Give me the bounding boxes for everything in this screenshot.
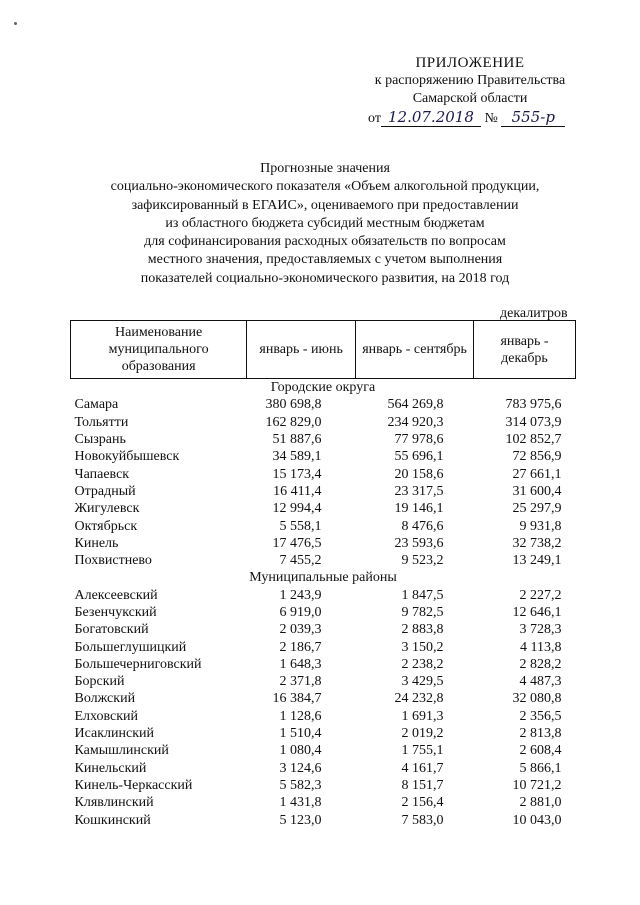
value-jan-jun: 2 186,7	[279, 639, 322, 655]
value-jan-dec: 32 080,8	[512, 691, 562, 707]
municipality-name: Исаклинский	[74, 726, 154, 742]
value-jan-dec: 102 852,7	[505, 432, 562, 448]
header-municipality: Наименование муниципального образования	[71, 321, 247, 379]
value-jan-jun: 162 829,0	[265, 414, 322, 430]
municipality-name: Тольятти	[74, 414, 129, 430]
value-jan-jun: 5 558,1	[279, 518, 322, 534]
value-jan-jun: 6 919,0	[279, 605, 322, 620]
municipality-name: Кинельский	[74, 760, 147, 776]
value-jan-dec: 2 881,0	[519, 795, 562, 811]
municipality-name: Богатовский	[74, 622, 149, 638]
value-jan-jun: 12 994,4	[272, 501, 322, 517]
municipality-name: Кинель	[74, 535, 119, 551]
table-row	[71, 517, 576, 534]
value-jan-dec: 314 073,9	[505, 414, 562, 430]
appendix-line-2: к распоряжению Правительства	[374, 73, 566, 88]
value-jan-jun: 1 128,6	[279, 708, 322, 724]
value-jan-sep: 2 019,2	[401, 726, 444, 742]
value-jan-sep: 77 978,6	[394, 432, 444, 448]
value-jan-dec: 9 931,8	[519, 518, 562, 534]
header-jan-sep: январь - сентябрь	[356, 321, 474, 379]
value-jan-sep: 2 238,2	[401, 656, 444, 672]
value-jan-dec: 12 646,1	[512, 605, 562, 620]
table-row	[71, 708, 576, 725]
document-title	[60, 160, 590, 288]
table-row	[71, 794, 576, 811]
table-row	[71, 587, 576, 604]
value-jan-sep: 24 232,8	[394, 691, 444, 707]
value-jan-dec: 10 043,0	[512, 812, 562, 828]
value-jan-dec: 25 297,9	[512, 501, 562, 517]
table-row	[71, 777, 576, 794]
table-row	[71, 742, 576, 759]
municipality-name: Алексеевский	[74, 587, 158, 603]
value-jan-sep: 1 755,1	[401, 743, 444, 759]
table-row	[71, 690, 576, 707]
header-jan-jun: январь - июнь	[247, 321, 356, 379]
from-label: от	[368, 111, 381, 126]
value-jan-sep: 2 156,4	[401, 795, 444, 811]
value-jan-sep: 234 920,3	[387, 414, 444, 430]
header-jan-dec: январь - декабрь	[474, 321, 576, 379]
value-jan-sep: 1 847,5	[401, 587, 444, 603]
municipality-name: Отрадный	[74, 483, 136, 499]
value-jan-dec: 31 600,4	[512, 483, 562, 499]
handwritten-number: 555-р	[501, 108, 565, 127]
value-jan-sep: 23 317,5	[394, 483, 444, 499]
title-line: из областного бюджета субсидий местным бюджетам	[165, 215, 485, 231]
title-line: зафиксированный в ЕГАИС», оцениваемого при предоставлении	[131, 197, 519, 213]
municipality-name: Октябрьск	[74, 518, 138, 534]
value-jan-sep: 9 782,5	[401, 605, 444, 620]
value-jan-jun: 17 476,5	[272, 535, 322, 551]
table-row	[71, 811, 576, 828]
municipality-name: Борский	[74, 674, 125, 690]
table-row	[71, 431, 576, 448]
value-jan-sep: 9 523,2	[401, 553, 444, 569]
value-jan-sep: 7 583,0	[401, 812, 444, 828]
table-row	[71, 725, 576, 742]
value-jan-jun: 3 124,6	[279, 760, 322, 776]
appendix-title: ПРИЛОЖЕНИЕ	[415, 55, 525, 71]
handwritten-date: 12.07.2018	[381, 108, 481, 127]
title-line: социально-экономического показателя «Объем алкогольной продукции,	[110, 179, 540, 195]
value-jan-jun: 1 080,4	[279, 743, 322, 759]
value-jan-dec: 2 828,2	[519, 656, 562, 672]
municipality-name: Большеглушицкий	[74, 639, 187, 655]
value-jan-dec: 2 608,4	[519, 743, 562, 759]
value-jan-dec: 783 975,6	[505, 397, 562, 413]
value-jan-jun: 5 123,0	[279, 812, 322, 828]
value-jan-sep: 4 161,7	[401, 760, 444, 776]
title-line: для софинансирования расходных обязательств по вопросам	[144, 234, 506, 250]
table-row	[71, 673, 576, 690]
municipality-name: Клявлинский	[74, 795, 154, 811]
value-jan-dec: 10 721,2	[512, 777, 562, 793]
municipality-name: Сызрань	[74, 432, 126, 448]
table-row	[71, 483, 576, 500]
table-row	[71, 638, 576, 655]
unit-label: декалитров	[500, 306, 568, 321]
title-line: местного значения, предоставляемых с учетом выполнения	[147, 252, 503, 268]
municipality-name: Кинель-Черкасский	[74, 777, 193, 793]
value-jan-dec: 2 356,5	[519, 708, 562, 724]
value-jan-jun: 51 887,6	[272, 432, 322, 448]
value-jan-jun: 5 582,3	[279, 777, 322, 793]
title-line: Прогнозные значения	[260, 161, 390, 176]
value-jan-dec: 27 661,1	[512, 466, 562, 482]
table-row	[71, 760, 576, 777]
title-line: показателей социально-экономического развития, на 2018 год	[140, 270, 510, 286]
value-jan-jun: 2 371,8	[279, 674, 322, 690]
municipality-name: Жигулевск	[74, 501, 140, 517]
value-jan-sep: 564 269,8	[387, 397, 444, 413]
value-jan-jun: 7 455,2	[279, 553, 322, 569]
value-jan-dec: 5 866,1	[519, 760, 562, 776]
appendix-line-3: Самарской области	[412, 91, 528, 106]
value-jan-sep: 23 593,6	[394, 535, 444, 551]
municipality-name: Волжский	[74, 691, 136, 707]
section-row	[71, 379, 576, 397]
value-jan-sep: 8 476,6	[401, 518, 444, 534]
table-header-row	[71, 321, 576, 379]
value-jan-dec: 13 249,1	[512, 553, 562, 569]
municipality-name: Новокуйбышевск	[74, 449, 180, 465]
table-row	[71, 552, 576, 569]
value-jan-jun: 16 411,4	[273, 483, 322, 499]
value-jan-dec: 72 856,9	[512, 449, 562, 465]
section-title: Муниципальные районы	[249, 570, 397, 586]
municipality-name: Чапаевск	[74, 466, 130, 482]
value-jan-sep: 19 146,1	[394, 501, 444, 517]
municipality-name: Елховский	[74, 708, 139, 724]
value-jan-dec: 4 487,3	[519, 674, 562, 690]
municipality-name: Похвистнево	[74, 553, 152, 569]
value-jan-sep: 2 883,8	[401, 622, 444, 638]
table-row	[71, 656, 576, 673]
value-jan-jun: 34 589,1	[272, 449, 322, 465]
value-jan-sep: 8 151,7	[401, 777, 444, 793]
table-body	[71, 379, 576, 829]
appendix-header	[340, 54, 600, 108]
value-jan-sep: 1 691,3	[401, 708, 444, 724]
table-row	[71, 448, 576, 465]
municipality-name: Самара	[74, 397, 119, 413]
value-jan-jun: 15 173,4	[272, 466, 322, 482]
forecast-table	[70, 320, 576, 829]
value-jan-sep: 3 429,5	[401, 674, 444, 690]
value-jan-jun: 1 431,8	[279, 795, 322, 811]
scan-speck	[14, 22, 17, 25]
municipality-name: Безенчукский	[74, 605, 157, 620]
order-reference	[368, 108, 608, 128]
section-title: Городские округа	[270, 380, 376, 396]
table-row	[71, 535, 576, 552]
table-row	[71, 604, 576, 621]
table-row	[71, 414, 576, 431]
value-jan-dec: 3 728,3	[519, 622, 562, 638]
value-jan-jun: 2 039,3	[279, 622, 322, 638]
value-jan-dec: 4 113,8	[520, 639, 562, 655]
table-row	[71, 465, 576, 482]
value-jan-dec: 2 813,8	[519, 726, 562, 742]
number-label: №	[484, 111, 498, 126]
table-row	[71, 500, 576, 517]
value-jan-jun: 1 510,4	[279, 726, 322, 742]
table-row	[71, 621, 576, 638]
section-row	[71, 569, 576, 586]
value-jan-sep: 55 696,1	[394, 449, 444, 465]
value-jan-sep: 20 158,6	[394, 466, 444, 482]
municipality-name: Камышлинский	[74, 743, 169, 759]
municipality-name: Большечерниговский	[74, 656, 202, 672]
value-jan-jun: 380 698,8	[265, 397, 322, 413]
value-jan-jun: 16 384,7	[272, 691, 322, 707]
value-jan-jun: 1 243,9	[279, 587, 322, 603]
value-jan-dec: 32 738,2	[512, 535, 562, 551]
municipality-name: Кошкинский	[74, 812, 151, 828]
value-jan-dec: 2 227,2	[519, 587, 562, 603]
table-row	[71, 396, 576, 413]
value-jan-jun: 1 648,3	[279, 656, 322, 672]
value-jan-sep: 3 150,2	[401, 639, 444, 655]
